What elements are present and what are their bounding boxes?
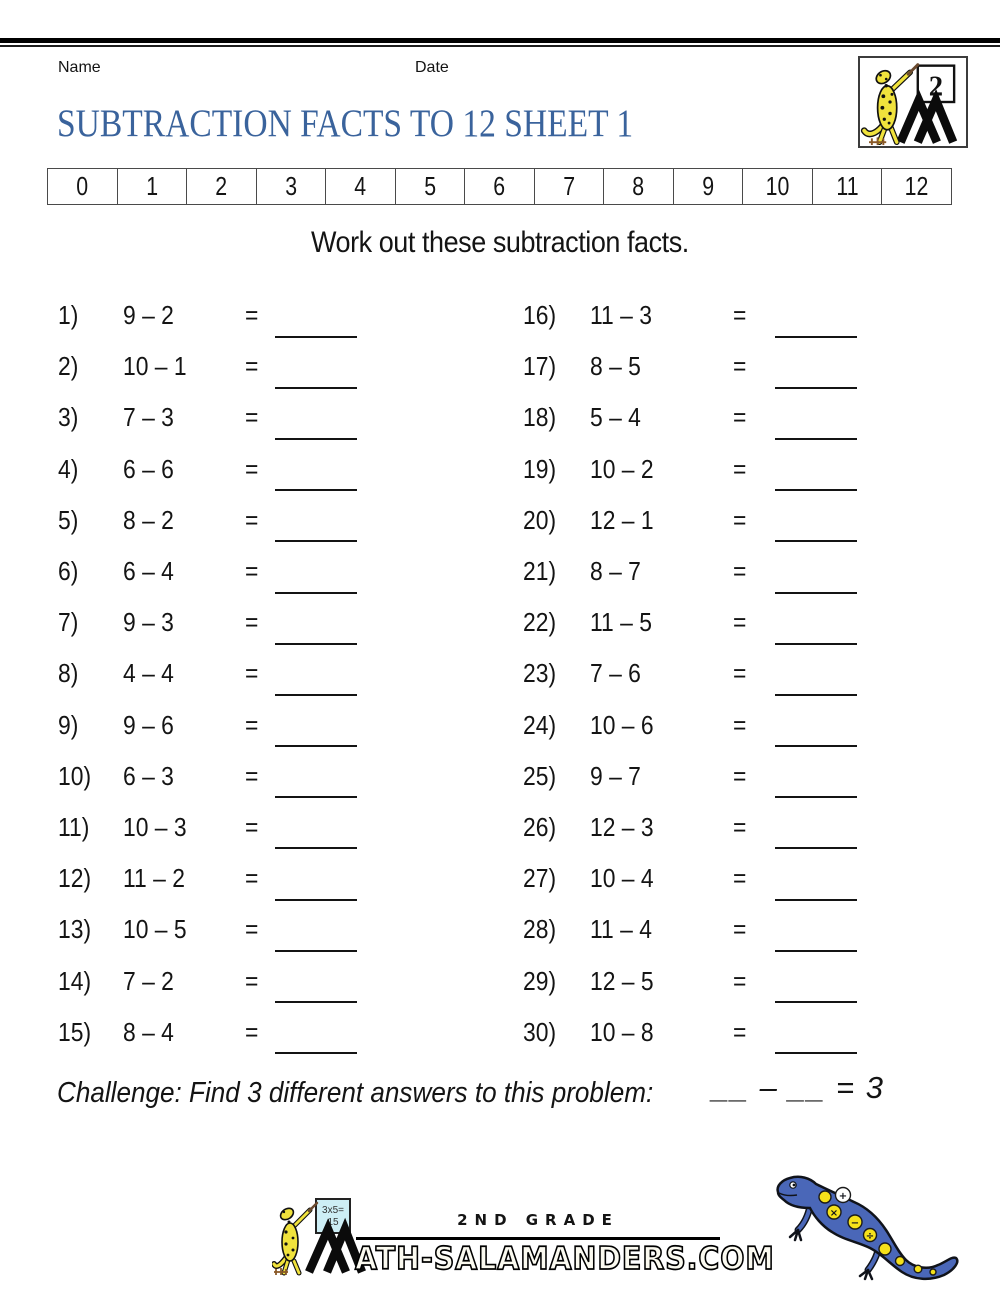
equals-sign: = bbox=[733, 504, 747, 535]
answer-blank[interactable] bbox=[275, 977, 357, 1003]
number-line-cell: 3 bbox=[257, 169, 327, 204]
problem-expression: 11 – 4 bbox=[590, 914, 652, 945]
footer-salamander-logo-icon bbox=[272, 1196, 367, 1276]
equals-sign: = bbox=[733, 709, 747, 740]
answer-blank[interactable] bbox=[775, 516, 857, 542]
problem-expression: 11 – 5 bbox=[590, 607, 652, 638]
answer-blank[interactable] bbox=[775, 312, 857, 338]
answer-blank[interactable] bbox=[275, 414, 357, 440]
grade-number: 2 bbox=[928, 70, 944, 103]
blue-salamander-icon bbox=[770, 1150, 970, 1292]
problem-number: 29) bbox=[523, 965, 557, 996]
problem-number: 1) bbox=[58, 300, 79, 331]
problem-number: 4) bbox=[58, 453, 79, 484]
problem-expression: 8 – 4 bbox=[123, 1016, 174, 1047]
footer-grade-text: 2ND GRADE bbox=[457, 1211, 619, 1229]
answer-blank[interactable] bbox=[775, 568, 857, 594]
problem-expression: 9 – 2 bbox=[123, 300, 174, 331]
problem-number: 22) bbox=[523, 607, 557, 638]
answer-blank[interactable] bbox=[775, 977, 857, 1003]
problem-row bbox=[523, 1007, 857, 1058]
problem-row bbox=[523, 495, 857, 546]
problem-number: 25) bbox=[523, 760, 557, 791]
problem-expression: 4 – 4 bbox=[123, 658, 174, 689]
equals-sign: = bbox=[245, 709, 259, 740]
problem-row bbox=[58, 904, 357, 955]
problem-row bbox=[523, 392, 857, 443]
equals-sign: = bbox=[245, 402, 259, 433]
problem-number: 20) bbox=[523, 504, 557, 535]
equals-sign: = bbox=[245, 811, 259, 842]
problem-expression: 7 – 6 bbox=[590, 658, 641, 689]
problem-expression: 6 – 4 bbox=[123, 556, 174, 587]
equals-sign: = bbox=[245, 658, 259, 689]
answer-blank[interactable] bbox=[275, 875, 357, 901]
problem-row bbox=[58, 341, 357, 392]
problem-number: 7) bbox=[58, 607, 79, 638]
problem-row bbox=[58, 1007, 357, 1058]
equals-sign: = bbox=[733, 760, 747, 791]
answer-blank[interactable] bbox=[275, 516, 357, 542]
equals-sign: = bbox=[733, 965, 747, 996]
number-line-cell: 11 bbox=[813, 169, 883, 204]
equals-sign: = bbox=[245, 1016, 259, 1047]
number-line-cell: 10 bbox=[743, 169, 813, 204]
equals-sign: = bbox=[245, 965, 259, 996]
plus-symbol: + bbox=[838, 1191, 848, 1202]
problem-row bbox=[58, 290, 357, 341]
multiply-symbol: × bbox=[829, 1208, 839, 1219]
problem-number: 8) bbox=[58, 658, 79, 689]
equals-sign: = bbox=[733, 556, 747, 587]
number-line-cell: 6 bbox=[465, 169, 535, 204]
answer-blank[interactable] bbox=[275, 721, 357, 747]
equals-sign: = bbox=[245, 607, 259, 638]
problem-row bbox=[523, 546, 857, 597]
answer-blank[interactable] bbox=[275, 670, 357, 696]
problem-number: 30) bbox=[523, 1016, 557, 1047]
problem-expression: 12 – 1 bbox=[590, 504, 654, 535]
problem-expression: 7 – 3 bbox=[123, 402, 174, 433]
equals-sign: = bbox=[245, 556, 259, 587]
challenge-label: Challenge: Find 3 different answers to this problem: bbox=[57, 1077, 654, 1109]
problem-number: 21) bbox=[523, 556, 557, 587]
divide-symbol: ÷ bbox=[865, 1231, 875, 1242]
problem-expression: 10 – 8 bbox=[590, 1016, 654, 1047]
problem-number: 12) bbox=[58, 863, 92, 894]
problem-expression: 10 – 3 bbox=[123, 811, 187, 842]
top-rule-thin bbox=[0, 45, 1000, 47]
equals-sign: = bbox=[733, 914, 747, 945]
problem-number: 26) bbox=[523, 811, 557, 842]
problem-expression: 12 – 5 bbox=[590, 965, 654, 996]
problem-row bbox=[523, 751, 857, 802]
problem-number: 17) bbox=[523, 351, 557, 382]
equals-sign: = bbox=[245, 504, 259, 535]
equals-sign: = bbox=[733, 863, 747, 894]
answer-blank[interactable] bbox=[275, 312, 357, 338]
problem-row bbox=[58, 853, 357, 904]
problem-row bbox=[523, 648, 857, 699]
problem-expression: 10 – 1 bbox=[123, 351, 187, 382]
number-line-cell: 2 bbox=[187, 169, 257, 204]
problem-row bbox=[523, 290, 857, 341]
problem-expression: 10 – 2 bbox=[590, 453, 654, 484]
equals-sign: = bbox=[733, 402, 747, 433]
footer-rule bbox=[356, 1237, 720, 1240]
problem-row bbox=[523, 597, 857, 648]
equals-sign: = bbox=[245, 863, 259, 894]
problem-expression: 8 – 7 bbox=[590, 556, 641, 587]
pencil-icon bbox=[908, 65, 918, 75]
problem-row bbox=[523, 955, 857, 1006]
page-title: SUBTRACTION FACTS TO 12 SHEET 1 bbox=[57, 102, 634, 145]
problem-row bbox=[58, 700, 357, 751]
answer-blank[interactable] bbox=[275, 823, 357, 849]
number-line-cell: 7 bbox=[535, 169, 605, 204]
number-line-cell: 1 bbox=[118, 169, 188, 204]
answer-blank[interactable] bbox=[275, 363, 357, 389]
answer-blank[interactable] bbox=[275, 926, 357, 952]
problem-row bbox=[58, 444, 357, 495]
problem-row bbox=[58, 392, 357, 443]
problem-row bbox=[58, 648, 357, 699]
minus-symbol: − bbox=[850, 1218, 860, 1229]
answer-blank[interactable] bbox=[775, 926, 857, 952]
problem-expression: 5 – 4 bbox=[590, 402, 641, 433]
problem-expression: 6 – 3 bbox=[123, 760, 174, 791]
number-line-cell: 0 bbox=[48, 169, 118, 204]
equals-sign: = bbox=[245, 914, 259, 945]
answer-blank[interactable] bbox=[775, 1028, 857, 1054]
problem-row bbox=[58, 955, 357, 1006]
problem-number: 24) bbox=[523, 709, 557, 740]
equals-sign: = bbox=[245, 351, 259, 382]
problem-number: 5) bbox=[58, 504, 79, 535]
number-line-cell: 9 bbox=[674, 169, 744, 204]
problem-expression: 10 – 4 bbox=[590, 863, 654, 894]
problem-expression: 8 – 2 bbox=[123, 504, 174, 535]
answer-blank[interactable] bbox=[275, 772, 357, 798]
problem-expression: 9 – 6 bbox=[123, 709, 174, 740]
problem-expression: 7 – 2 bbox=[123, 965, 174, 996]
problems-left-column bbox=[58, 290, 357, 1058]
problem-number: 19) bbox=[523, 453, 557, 484]
problem-number: 6) bbox=[58, 556, 79, 587]
equals-sign: = bbox=[733, 453, 747, 484]
problem-row bbox=[58, 597, 357, 648]
equals-sign: = bbox=[245, 453, 259, 484]
ladder-icon bbox=[869, 137, 886, 145]
challenge-equation: __ – __ = 3 bbox=[712, 1070, 885, 1105]
equals-sign: = bbox=[733, 607, 747, 638]
ladder-icon bbox=[274, 1268, 288, 1275]
salamander-icon bbox=[864, 65, 918, 145]
problem-expression: 9 – 7 bbox=[590, 760, 641, 791]
answer-blank[interactable] bbox=[775, 619, 857, 645]
equals-sign: = bbox=[733, 811, 747, 842]
instruction-text: Work out these subtraction facts. bbox=[311, 226, 689, 259]
problem-expression: 9 – 3 bbox=[123, 607, 174, 638]
problem-row bbox=[58, 802, 357, 853]
problem-row bbox=[523, 444, 857, 495]
problem-expression: 10 – 6 bbox=[590, 709, 654, 740]
problem-expression: 10 – 5 bbox=[123, 914, 187, 945]
number-line bbox=[47, 168, 952, 205]
answer-blank[interactable] bbox=[775, 823, 857, 849]
problem-row bbox=[523, 700, 857, 751]
date-label: Date bbox=[415, 59, 449, 76]
equals-sign: = bbox=[733, 658, 747, 689]
equals-sign: = bbox=[733, 300, 747, 331]
equals-sign: = bbox=[733, 1016, 747, 1047]
name-label: Name bbox=[58, 59, 101, 76]
problem-number: 2) bbox=[58, 351, 79, 382]
number-line-cell: 12 bbox=[904, 171, 929, 201]
answer-blank[interactable] bbox=[775, 363, 857, 389]
math-salamanders-logo-icon bbox=[860, 58, 966, 146]
sign-text-line2: 15 bbox=[327, 1217, 339, 1228]
sign-text-line1: 3x5= bbox=[322, 1205, 344, 1216]
problems-right-column bbox=[523, 290, 857, 1058]
number-line-cell: 5 bbox=[396, 169, 466, 204]
problem-expression: 11 – 2 bbox=[123, 863, 185, 894]
equals-sign: = bbox=[245, 760, 259, 791]
problem-number: 11) bbox=[58, 811, 90, 842]
top-rule-thick bbox=[0, 38, 1000, 43]
problem-row bbox=[58, 495, 357, 546]
problem-expression: 12 – 3 bbox=[590, 811, 654, 842]
problem-row bbox=[58, 546, 357, 597]
problem-number: 9) bbox=[58, 709, 79, 740]
answer-blank[interactable] bbox=[775, 875, 857, 901]
equals-sign: = bbox=[245, 300, 259, 331]
grade-2-logo bbox=[858, 56, 968, 148]
problem-row bbox=[523, 341, 857, 392]
problem-number: 18) bbox=[523, 402, 557, 433]
answer-blank[interactable] bbox=[775, 670, 857, 696]
equals-sign: = bbox=[733, 351, 747, 382]
problem-row bbox=[58, 751, 357, 802]
answer-blank[interactable] bbox=[275, 465, 357, 491]
problem-number: 23) bbox=[523, 658, 557, 689]
problem-number: 16) bbox=[523, 300, 557, 331]
problem-number: 27) bbox=[523, 863, 557, 894]
answer-blank[interactable] bbox=[775, 772, 857, 798]
problem-row bbox=[523, 904, 857, 955]
problem-expression: 6 – 6 bbox=[123, 453, 174, 484]
number-line-cell: 8 bbox=[604, 169, 674, 204]
problem-row bbox=[523, 802, 857, 853]
answer-blank[interactable] bbox=[275, 619, 357, 645]
problem-number: 15) bbox=[58, 1016, 92, 1047]
problem-number: 10) bbox=[58, 760, 92, 791]
problem-expression: 11 – 3 bbox=[590, 300, 652, 331]
answer-blank[interactable] bbox=[275, 568, 357, 594]
problem-number: 13) bbox=[58, 914, 92, 945]
footer-site-text: ATH-SALAMANDERS.COM bbox=[355, 1241, 775, 1277]
problem-row bbox=[523, 853, 857, 904]
problem-expression: 8 – 5 bbox=[590, 351, 641, 382]
problem-number: 14) bbox=[58, 965, 92, 996]
m-logo-icon bbox=[901, 100, 954, 142]
answer-blank[interactable] bbox=[775, 721, 857, 747]
answer-blank[interactable] bbox=[275, 1028, 357, 1054]
problem-number: 3) bbox=[58, 402, 79, 433]
problem-number: 28) bbox=[523, 914, 557, 945]
answer-blank[interactable] bbox=[775, 465, 857, 491]
answer-blank[interactable] bbox=[775, 414, 857, 440]
number-line-cell: 4 bbox=[326, 169, 396, 204]
